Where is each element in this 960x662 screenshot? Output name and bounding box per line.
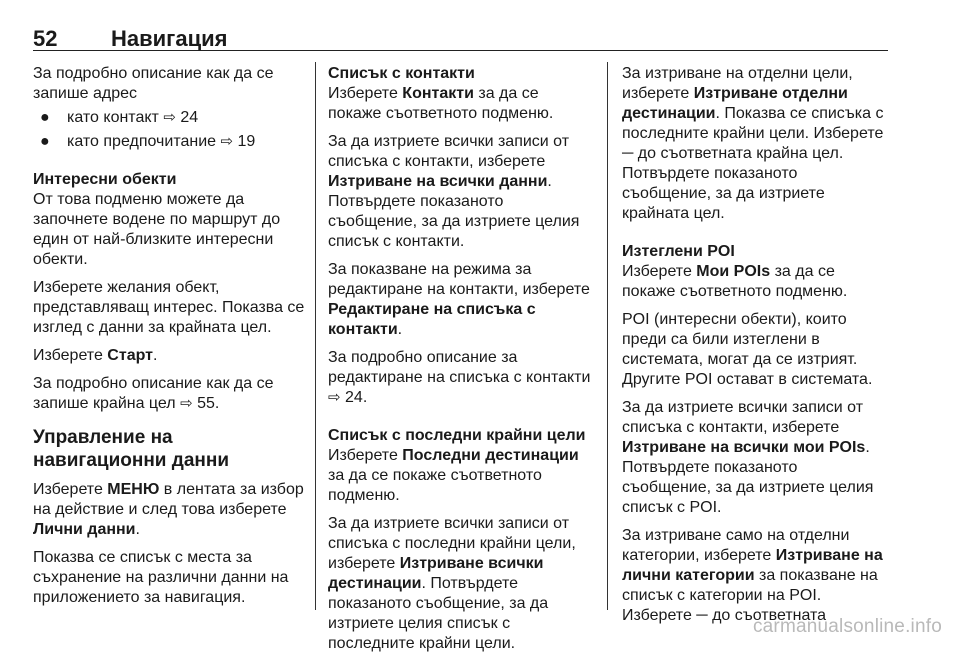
paragraph: За да изтриете всички записи от списъка с последни крайни цели, изберете Изтриване всички дестинации. Потвърдете показаното съобщение, за да изтриете целия списък с последните крайни цели. bbox=[328, 515, 576, 652]
paragraph: За да изтриете всички записи от списъка с контакти, изберете Изтриване на всички мои POIs. Потвърдете показаното съобщение, за да изтриете целия списък с POI. bbox=[622, 399, 874, 516]
ref-arrow-icon: ⇨ bbox=[220, 133, 234, 150]
ui-term: Изтриване отделни дестинации bbox=[622, 85, 848, 122]
paragraph: За показване на режима за редактиране на контакти, изберете Редактиране на списъка с контакти. bbox=[328, 261, 590, 338]
paragraph: Изберете желания обект, представляващ интерес. Показва се изглед с данни за крайната цел. bbox=[33, 279, 305, 336]
column-1 bbox=[33, 64, 309, 616]
page-ref[interactable]: 19 bbox=[237, 133, 256, 150]
column-divider bbox=[607, 62, 608, 610]
page-header bbox=[33, 10, 888, 51]
paragraph: За да изтриете всички записи от списъка с контакти, изберете Изтриване на всички данни. Потвърдете показаното съобщение, за да изтриете целия списък с контакти. bbox=[328, 133, 580, 250]
paragraph: За изтриване на отделни цели, изберете Изтриване отделни дестинации. Показва се списъка с последните крайни цели. Изберете ─ до съответната крайна цел. Потвърдете показаното съобщение, за да изтриете крайната цел. bbox=[622, 65, 884, 222]
bullet-icon: ● bbox=[40, 133, 50, 150]
ref-arrow-icon: ⇨ bbox=[328, 389, 341, 406]
paragraph: Показва се списък с места за съхранение на различни данни на приложението за навигация. bbox=[33, 549, 289, 606]
page-ref[interactable]: 24. bbox=[345, 389, 368, 406]
watermark: carmanualsonline.info bbox=[752, 616, 942, 637]
paragraph: Изберете Старт. bbox=[33, 347, 158, 364]
page-ref[interactable]: 24 bbox=[180, 109, 199, 126]
section-heading: Управление на навигационни данни bbox=[33, 427, 230, 471]
ui-term: Последни дестинации bbox=[402, 447, 579, 464]
page-ref[interactable]: 55. bbox=[197, 395, 220, 412]
paragraph: Изберете Мои POIs за да се покаже съответното подменю. bbox=[622, 263, 848, 300]
paragraph: POI (интересни обекти), които преди са били изтеглени в системата, могат да се изтрият. Другите POI остават в системата. bbox=[622, 311, 873, 388]
list-item: ● като контакт ⇨ 24 bbox=[40, 109, 199, 126]
section-heading: Списък с последни крайни цели bbox=[328, 427, 586, 444]
bullet-icon: ● bbox=[40, 109, 50, 126]
ref-arrow-icon: ⇨ bbox=[180, 395, 193, 412]
ui-term: Редактиране на списъка с контакти bbox=[328, 301, 536, 338]
paragraph: От това подменю можете да започнете водене по маршрут до един от най-близките интересни обекти. bbox=[33, 191, 281, 268]
ui-term: Лични данни bbox=[33, 521, 136, 538]
paragraph: За подробно описание как да се запише крайна цел ⇨ 55. bbox=[33, 375, 274, 412]
paragraph: За изтриване само на отделни категории, изберете Изтриване на лични категории за показване на списък с категории на POI. Изберете ─ до съответната bbox=[622, 527, 883, 624]
page-number: 52 bbox=[33, 26, 58, 51]
column-divider bbox=[315, 62, 316, 610]
ui-term: Изтриване на лични категории bbox=[622, 547, 883, 584]
section-heading: Интересни обекти bbox=[33, 171, 177, 188]
intro-text: За подробно описание как да се запише адрес bbox=[33, 65, 274, 102]
ui-term: Мои POIs bbox=[696, 263, 771, 280]
section-heading: Списък с контакти bbox=[328, 65, 475, 82]
ui-term: Контакти bbox=[402, 85, 474, 102]
ui-term: Изтриване на всички данни bbox=[328, 173, 548, 190]
bullet-list bbox=[33, 108, 309, 152]
paragraph: Изберете Последни дестинации за да се покаже съответното подменю. bbox=[328, 447, 579, 504]
paragraph: За подробно описание за редактиране на списъка с контакти ⇨ 24. bbox=[328, 349, 591, 406]
paragraph: Изберете Контакти за да се покаже съответното подменю. bbox=[328, 85, 554, 122]
chapter-title: Навигация bbox=[111, 26, 228, 51]
paragraph: Изберете МЕНЮ в лентата за избор на действие и след това изберете Лични данни. bbox=[33, 481, 304, 538]
list-item: ● като предпочитание ⇨ 19 bbox=[40, 133, 256, 150]
ui-term: Изтриване всички дестинации bbox=[328, 555, 544, 592]
section-heading: Изтеглени POI bbox=[622, 243, 735, 260]
ref-arrow-icon: ⇨ bbox=[163, 109, 176, 126]
column-2 bbox=[328, 64, 596, 662]
ui-term: МЕНЮ bbox=[107, 481, 160, 498]
ui-term: Изтриване на всички мои POIs bbox=[622, 439, 866, 456]
column-3 bbox=[622, 64, 890, 634]
ui-term: Старт bbox=[107, 347, 153, 364]
